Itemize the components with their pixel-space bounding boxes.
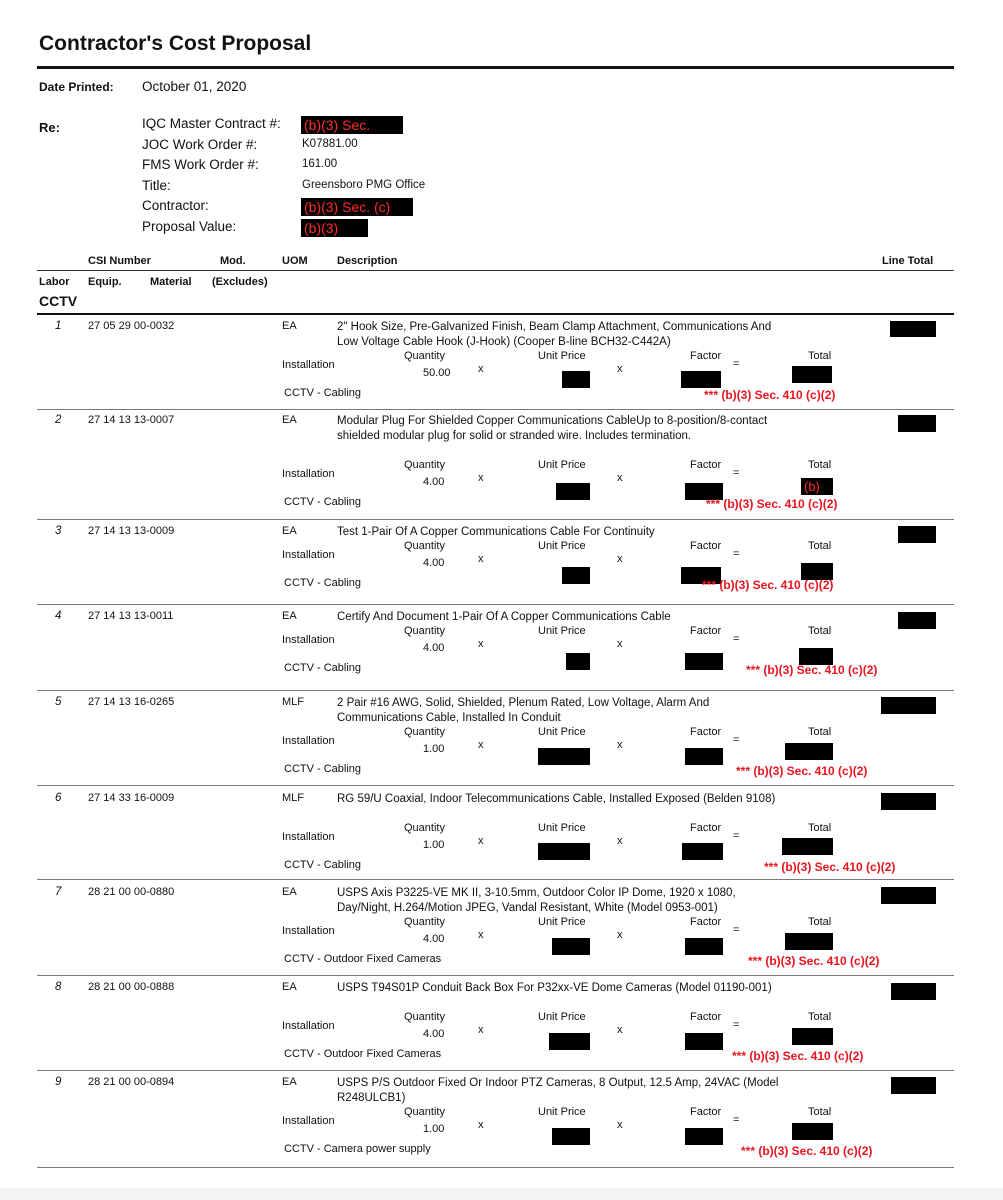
times-sign: x (617, 472, 623, 484)
total-label: Total (808, 625, 832, 637)
item-uom: EA (282, 610, 297, 622)
quantity-label: Quantity (404, 726, 445, 738)
page-title: Contractor's Cost Proposal (39, 32, 312, 55)
factor-redaction (681, 371, 721, 388)
installation-label: Installation (282, 925, 335, 937)
times-sign: x (478, 638, 484, 650)
item-quantity: 1.00 (423, 743, 445, 755)
times-sign: x (478, 363, 484, 375)
item-number: 5 (55, 696, 62, 708)
item-quantity: 4.00 (423, 1028, 445, 1040)
unit-price-redaction (552, 938, 590, 955)
unit-price-redaction (562, 567, 590, 584)
item-category: CCTV - Camera power supply (284, 1143, 431, 1155)
equals-sign: = (733, 467, 740, 479)
total-redaction (792, 366, 832, 383)
times-sign: x (478, 739, 484, 751)
item-divider (37, 519, 954, 520)
unit-price-label: Unit Price (538, 1011, 586, 1023)
item-number: 1 (55, 320, 62, 332)
item-uom: MLF (282, 792, 304, 804)
times-sign: x (478, 1024, 484, 1036)
item-divider (37, 409, 954, 410)
item-csi-number: 27 14 13 13-0007 (88, 414, 175, 426)
item-description: 2" Hook Size, Pre-Galvanized Finish, Beam Clamp Attachment, Communications And Low Voltage Cable Hook (J-Hook) (Cooper B-line BCH32-C442A) (337, 321, 772, 348)
total-redaction (792, 1028, 833, 1045)
factor-label: Factor (690, 726, 722, 738)
unit-price-redaction (552, 1128, 590, 1145)
re-label: Re: (39, 120, 60, 135)
line-total-redaction (890, 321, 936, 337)
title-divider (37, 66, 954, 69)
quantity-label: Quantity (404, 916, 445, 928)
item-uom: EA (282, 981, 297, 993)
date-label: Date Printed: (39, 80, 114, 94)
exemption-note: *** (b)(3) Sec. 410 (c)(2) (736, 764, 868, 778)
installation-label: Installation (282, 468, 335, 480)
exemption-note: *** (b)(3) Sec. 410 (c)(2) (702, 578, 834, 592)
unit-price-label: Unit Price (538, 350, 586, 362)
item-number: 2 (55, 414, 62, 426)
installation-label: Installation (282, 634, 335, 646)
exemption-note: *** (b)(3) Sec. 410 (c)(2) (706, 497, 838, 511)
exemption-note: *** (b)(3) Sec. 410 (c)(2) (746, 663, 878, 677)
factor-label: Factor (690, 625, 722, 637)
date-value: October 01, 2020 (142, 79, 247, 94)
item-uom: EA (282, 525, 297, 537)
col-description: Description (337, 255, 398, 267)
unit-price-redaction (538, 843, 590, 860)
factor-redaction (682, 843, 723, 860)
unit-price-label: Unit Price (538, 625, 586, 637)
unit-price-redaction (562, 371, 590, 388)
item-number: 9 (55, 1076, 62, 1088)
fms-label: FMS Work Order #: (142, 157, 259, 172)
line-total-redaction (898, 612, 936, 629)
factor-redaction (685, 748, 723, 765)
factor-redaction (685, 1033, 723, 1050)
total-label: Total (808, 350, 832, 362)
total-redaction (785, 933, 833, 950)
times-sign: x (617, 835, 623, 847)
quantity-label: Quantity (404, 350, 445, 362)
item-csi-number: 27 14 33 16-0009 (88, 792, 175, 804)
unit-price-label: Unit Price (538, 459, 586, 471)
factor-redaction (685, 653, 723, 670)
total-label: Total (808, 540, 832, 552)
item-csi-number: 27 05 29 00-0032 (88, 320, 175, 332)
times-sign: x (617, 929, 623, 941)
item-number: 4 (55, 610, 62, 622)
title-value: Greensboro PMG Office (302, 179, 426, 191)
total-label: Total (808, 459, 832, 471)
unit-price-label: Unit Price (538, 540, 586, 552)
installation-label: Installation (282, 359, 335, 371)
times-sign: x (478, 835, 484, 847)
col-labor: Labor (39, 276, 70, 288)
col-line-total: Line Total (882, 255, 934, 267)
total-label: Total (808, 822, 832, 834)
quantity-label: Quantity (404, 459, 445, 471)
item-category: CCTV - Cabling (284, 387, 362, 399)
item-description: Certify And Document 1-Pair Of A Copper Communications Cable (337, 611, 671, 623)
factor-label: Factor (690, 350, 722, 362)
total-label: Total (808, 1106, 832, 1118)
item-quantity: 1.00 (423, 1123, 445, 1135)
quantity-label: Quantity (404, 822, 445, 834)
item-quantity: 4.00 (423, 642, 445, 654)
proposal-label: Proposal Value: (142, 219, 237, 234)
total-label: Total (808, 1011, 832, 1023)
equals-sign: = (733, 358, 740, 370)
installation-label: Installation (282, 549, 335, 561)
factor-label: Factor (690, 1011, 722, 1023)
joc-label: JOC Work Order #: (142, 137, 258, 152)
times-sign: x (478, 472, 484, 484)
item-quantity: 1.00 (423, 839, 445, 851)
line-total-redaction (881, 697, 936, 714)
quantity-label: Quantity (404, 540, 445, 552)
unit-price-label: Unit Price (538, 822, 586, 834)
page-bottom-edge (0, 1188, 1003, 1200)
equals-sign: = (733, 1114, 740, 1126)
item-csi-number: 27 14 13 13-0011 (88, 610, 174, 622)
equals-sign: = (733, 830, 740, 842)
total-redaction (782, 838, 833, 855)
line-total-redaction (881, 887, 936, 904)
col-uom: UOM (282, 255, 308, 267)
quantity-label: Quantity (404, 625, 445, 637)
item-uom: EA (282, 320, 297, 332)
item-csi-number: 28 21 00 00-0894 (88, 1076, 175, 1088)
times-sign: x (478, 1119, 484, 1131)
item-divider (37, 975, 954, 976)
item-description: 2 Pair #16 AWG, Solid, Shielded, Plenum Rated, Low Voltage, Alarm And Communications Cable, Installed In Conduit (337, 697, 710, 724)
times-sign: x (617, 739, 623, 751)
item-category: CCTV - Cabling (284, 496, 362, 508)
joc-value: K07881.00 (302, 138, 358, 150)
header-divider (37, 270, 954, 271)
line-total-redaction (891, 1077, 936, 1094)
item-uom: EA (282, 886, 297, 898)
item-uom: MLF (282, 696, 304, 708)
factor-label: Factor (690, 1106, 722, 1118)
col-excludes: (Excludes) (212, 276, 268, 288)
proposal-redaction: (b)(3) (301, 219, 368, 237)
item-category: CCTV - Outdoor Fixed Cameras (284, 953, 442, 965)
installation-label: Installation (282, 1115, 335, 1127)
iqc-redaction: (b)(3) Sec. (301, 116, 403, 134)
item-divider (37, 1070, 954, 1071)
equals-sign: = (733, 1019, 740, 1031)
item-quantity: 4.00 (423, 557, 445, 569)
times-sign: x (617, 638, 623, 650)
col-equip: Equip. (88, 276, 122, 288)
total-redaction (792, 1123, 833, 1140)
item-category: CCTV - Cabling (284, 577, 362, 589)
item-uom: EA (282, 1076, 297, 1088)
exemption-note: *** (b)(3) Sec. 410 (c)(2) (732, 1049, 864, 1063)
factor-label: Factor (690, 916, 722, 928)
total-redaction: (b) (801, 478, 833, 495)
item-description: Modular Plug For Shielded Copper Communications CableUp to 8-position/8-contact shielded modular plug for solid or stranded wire. Includes termination. (337, 415, 768, 442)
contractor-label: Contractor: (142, 198, 209, 213)
times-sign: x (617, 1119, 623, 1131)
item-category: CCTV - Cabling (284, 859, 362, 871)
item-divider (37, 1167, 954, 1168)
installation-label: Installation (282, 831, 335, 843)
item-quantity: 4.00 (423, 476, 445, 488)
unit-price-label: Unit Price (538, 916, 586, 928)
exemption-note: *** (b)(3) Sec. 410 (c)(2) (748, 954, 880, 968)
item-number: 3 (55, 525, 62, 537)
item-divider (37, 604, 954, 605)
factor-label: Factor (690, 822, 722, 834)
line-total-redaction (898, 526, 936, 543)
fms-value: 161.00 (302, 158, 338, 170)
unit-price-redaction (549, 1033, 590, 1050)
unit-price-label: Unit Price (538, 1106, 586, 1118)
item-description: USPS T94S01P Conduit Back Box For P32xx-VE Dome Cameras (Model 01190-001) (337, 982, 772, 994)
times-sign: x (478, 553, 484, 565)
total-label: Total (808, 916, 832, 928)
col-mod: Mod. (220, 255, 246, 267)
item-category: CCTV - Cabling (284, 763, 362, 775)
unit-price-redaction (556, 483, 590, 500)
line-total-redaction (881, 793, 936, 810)
times-sign: x (617, 553, 623, 565)
factor-redaction (685, 1128, 723, 1145)
item-number: 6 (55, 792, 62, 804)
unit-price-label: Unit Price (538, 726, 586, 738)
equals-sign: = (733, 924, 740, 936)
col-material: Material (150, 276, 192, 288)
item-csi-number: 28 21 00 00-0880 (88, 886, 175, 898)
item-description: USPS P/S Outdoor Fixed Or Indoor PTZ Cameras, 8 Output, 12.5 Amp, 24VAC (Model R248ULCB1) (337, 1077, 779, 1104)
total-redaction (785, 743, 833, 760)
section-divider (37, 313, 954, 315)
item-category: CCTV - Cabling (284, 662, 362, 674)
quantity-label: Quantity (404, 1106, 445, 1118)
item-quantity: 4.00 (423, 933, 445, 945)
item-description: Test 1-Pair Of A Copper Communications Cable For Continuity (337, 526, 655, 538)
item-divider (37, 879, 954, 880)
installation-label: Installation (282, 735, 335, 747)
times-sign: x (617, 363, 623, 375)
item-csi-number: 27 14 13 16-0265 (88, 696, 175, 708)
item-uom: EA (282, 414, 297, 426)
quantity-label: Quantity (404, 1011, 445, 1023)
factor-label: Factor (690, 540, 722, 552)
item-csi-number: 28 21 00 00-0888 (88, 981, 175, 993)
item-csi-number: 27 14 13 13-0009 (88, 525, 175, 537)
factor-label: Factor (690, 459, 722, 471)
line-total-redaction (898, 415, 936, 432)
factor-redaction (685, 938, 723, 955)
total-label: Total (808, 726, 832, 738)
equals-sign: = (733, 548, 740, 560)
section-heading: CCTV (39, 293, 78, 309)
exemption-note: *** (b)(3) Sec. 410 (c)(2) (764, 860, 896, 874)
times-sign: x (617, 1024, 623, 1036)
item-quantity: 50.00 (423, 367, 451, 379)
item-number: 8 (55, 981, 62, 993)
times-sign: x (478, 929, 484, 941)
equals-sign: = (733, 734, 740, 746)
item-divider (37, 690, 954, 691)
item-number: 7 (55, 886, 62, 898)
installation-label: Installation (282, 1020, 335, 1032)
unit-price-redaction (566, 653, 590, 670)
equals-sign: = (733, 633, 740, 645)
contractor-redaction: (b)(3) Sec. (c) (301, 198, 413, 216)
col-csi-number: CSI Number (88, 255, 151, 267)
unit-price-redaction (538, 748, 590, 765)
title-label: Title: (142, 178, 171, 193)
item-divider (37, 785, 954, 786)
item-description: USPS Axis P3225-VE MK II, 3-10.5mm, Outdoor Color IP Dome, 1920 x 1080, Day/Night, H.264/Motion JPEG, Vandal Resistant, White (Model 0953-001) (337, 887, 736, 914)
line-total-redaction (891, 983, 936, 1000)
item-description: RG 59/U Coaxial, Indoor Telecommunications Cable, Installed Exposed (Belden 9108) (337, 793, 776, 805)
iqc-label: IQC Master Contract #: (142, 116, 281, 131)
exemption-note: *** (b)(3) Sec. 410 (c)(2) (704, 388, 836, 402)
exemption-note: *** (b)(3) Sec. 410 (c)(2) (741, 1144, 873, 1158)
item-category: CCTV - Outdoor Fixed Cameras (284, 1048, 442, 1060)
